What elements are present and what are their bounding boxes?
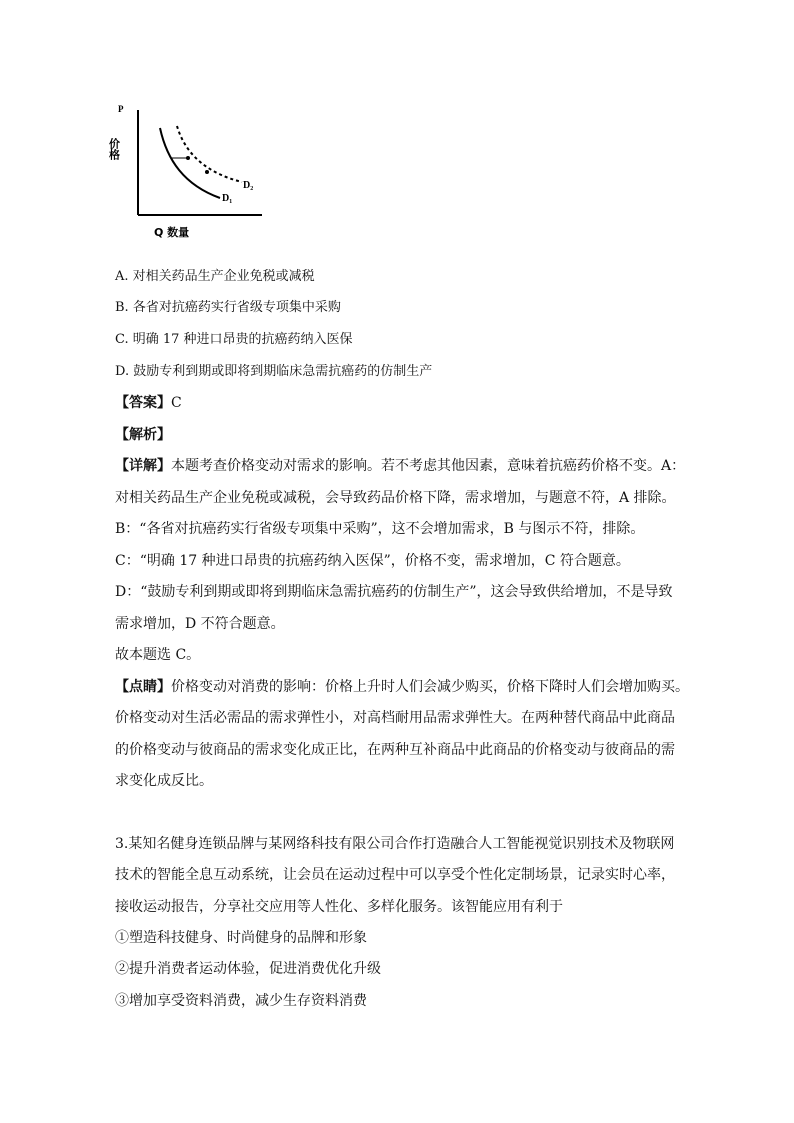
question3-item-1: ①塑造科技健身、时尚健身的品牌和形象 [115, 930, 367, 946]
detail-line-6: 需求增加，D 不符合题意。 [115, 616, 285, 632]
point-d2 [186, 156, 190, 160]
question3-line-3: 接收运动报告，分享社交应用等人性化、多样化服务。该智能应用有利于 [115, 899, 563, 915]
question3-item-3: ③增加享受资料消费，减少生存资料消费 [115, 993, 367, 1009]
price-axis-label: 价格 [107, 138, 121, 160]
d1-curve [160, 128, 220, 198]
point-d2-lower [205, 170, 209, 174]
tip-label: 【点睛】 [115, 679, 171, 695]
detail-line-3: B：“各省对抗癌药实行省级专项集中采购”，这不会增加需求，B 与图示不符，排除。 [115, 521, 645, 537]
option-d: D. 鼓励专利到期或即将到期临床急需抗癌药的仿制生产 [115, 364, 433, 379]
demand-curve-figure [107, 100, 292, 240]
detail-text-1: 本题考查价格变动对需求的影响。若不考虑其他因素，意味着抗癌药价格不变。A： [171, 458, 686, 474]
d2-curve [177, 126, 242, 182]
tip-line-2: 价格变动对生活必需品的需求弹性小，对高档耐用品需求弹性大。在两种替代商品中此商品 [115, 710, 675, 726]
detail-line-2: 对相关药品生产企业免税或减税，会导致药品价格下降，需求增加，与题意不符，A 排除。 [115, 490, 676, 506]
answer-value: C [171, 395, 182, 411]
d1-label: D₁ [222, 193, 233, 204]
tip-text-1: 价格变动对消费的影响：价格上升时人们会减少购买，价格下降时人们会增加购买。 [171, 679, 689, 695]
tip-line-4: 求变化成反比。 [115, 773, 213, 789]
q-axis-label: Q 数量 [154, 226, 190, 239]
answer-label: 【答案】 [115, 395, 171, 411]
question3-item-2: ②提升消费者运动体验，促进消费优化升级 [115, 961, 381, 977]
detail-line-7: 故本题选 C。 [115, 647, 201, 663]
detail-label: 【详解】 [115, 458, 171, 474]
analysis-heading [115, 426, 171, 444]
d2-label: D₂ [243, 180, 254, 191]
p-axis-label: P [118, 104, 124, 114]
question3-line-2: 技术的智能全息互动系统，让会员在运动过程中可以享受个性化定制场景，记录实时心率， [115, 867, 675, 883]
option-c: C. 明确 17 种进口昂贵的抗癌药纳入医保 [115, 332, 353, 347]
analysis-label: 【解析】 [115, 427, 171, 443]
question3-line-1: 3.某知名健身连锁品牌与某网络科技有限公司合作打造融合人工智能视觉识别技术及物联网 [115, 836, 675, 852]
answer-line [115, 394, 182, 412]
option-b: B. 各省对抗癌药实行省级专项集中采购 [115, 300, 341, 315]
detail-line-1 [115, 457, 685, 475]
tip-line-3: 的价格变动与彼商品的需求变化成正比，在两种互补商品中此商品的价格变动与彼商品的需 [115, 742, 675, 758]
detail-line-5: D：“鼓励专利到期或即将到期临床急需抗癌药的仿制生产”，这会导致供给增加，不是导致 [115, 584, 673, 600]
tip-line-1 [115, 678, 689, 696]
option-a: A. 对相关药品生产企业免税或减税 [115, 269, 315, 284]
detail-line-4: C：“明确 17 种进口昂贵的抗癌药纳入医保”，价格不变，需求增加，C 符合题意。 [115, 553, 630, 569]
